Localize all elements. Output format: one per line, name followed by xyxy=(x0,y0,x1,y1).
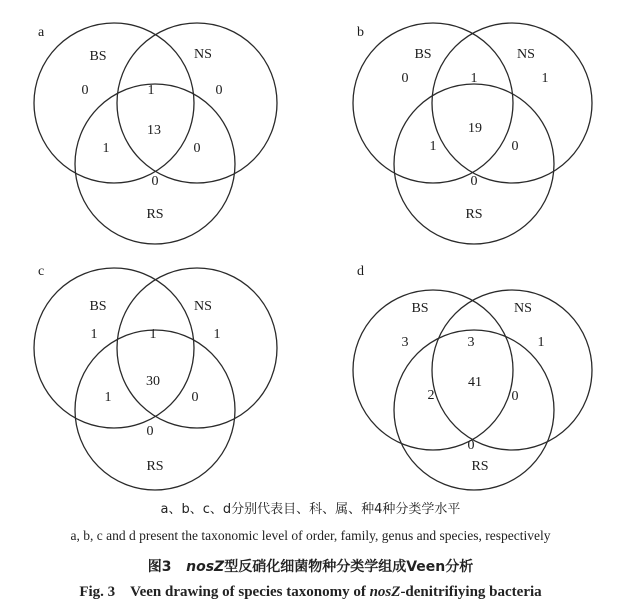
panel-label: d xyxy=(357,264,364,279)
ns-only-count: 1 xyxy=(537,335,545,351)
bs-ns-count: 1 xyxy=(147,83,155,99)
ns-circle xyxy=(432,290,592,450)
bs-set-label: BS xyxy=(89,299,107,315)
gene-name-en: nosZ xyxy=(369,584,401,600)
bs-rs-count: 2 xyxy=(427,388,435,404)
bs-ns-count: 1 xyxy=(149,327,157,343)
gene-name-zh: nosZ xyxy=(186,559,225,575)
bs-rs-count: 1 xyxy=(102,141,110,157)
bs-circle xyxy=(353,290,513,450)
bs-circle xyxy=(34,268,194,428)
bs-ns-count: 1 xyxy=(470,71,478,87)
ns-rs-count: 0 xyxy=(193,141,201,157)
venn-panel-d xyxy=(353,264,592,490)
rs-only-count: 0 xyxy=(151,174,159,190)
caption-note-en: a, b, c and d present the taxonomic level of order, family, genus and species, respectively xyxy=(70,528,551,543)
ns-rs-count: 0 xyxy=(511,389,519,405)
all-sets-count: 30 xyxy=(146,374,160,390)
figure-title-zh-text: 型反硝化细菌物种分类学组成Veen分析 xyxy=(224,559,474,575)
venn-panel-a xyxy=(34,23,277,244)
rs-only-count: 0 xyxy=(470,174,478,190)
rs-set-label: RS xyxy=(146,207,164,223)
rs-set-label: RS xyxy=(471,459,489,475)
rs-set-label: RS xyxy=(146,459,164,475)
ns-set-label: NS xyxy=(514,301,532,317)
figure-title-zh xyxy=(0,556,621,576)
rs-only-count: 0 xyxy=(467,438,475,454)
figure-number-en: Fig. 3 xyxy=(79,584,116,600)
ns-circle xyxy=(429,23,592,183)
bs-only-count: 0 xyxy=(81,83,89,99)
figure-number-zh: 图3 xyxy=(147,559,172,575)
ns-rs-count: 0 xyxy=(511,139,519,155)
rs-only-count: 0 xyxy=(146,424,154,440)
bs-rs-count: 1 xyxy=(104,390,112,406)
panel-label: a xyxy=(38,25,45,40)
ns-only-count: 0 xyxy=(215,83,223,99)
bs-set-label: BS xyxy=(411,301,429,317)
rs-set-label: RS xyxy=(465,207,483,223)
bs-only-count: 0 xyxy=(401,71,409,87)
bs-only-count: 1 xyxy=(90,327,98,343)
ns-set-label: NS xyxy=(194,47,212,63)
panel-label: b xyxy=(357,25,364,40)
bs-set-label: BS xyxy=(89,49,107,65)
ns-set-label: NS xyxy=(517,47,535,63)
bs-circle xyxy=(353,23,513,183)
bs-ns-count: 3 xyxy=(467,335,475,351)
ns-rs-count: 0 xyxy=(191,390,199,406)
venn-panel-c xyxy=(34,264,277,490)
panel-label: c xyxy=(38,264,45,279)
all-sets-count: 13 xyxy=(147,123,161,139)
all-sets-count: 19 xyxy=(468,121,482,137)
ns-only-count: 1 xyxy=(213,327,221,343)
bs-circle xyxy=(34,23,194,183)
figure-title-en-text2: -denitrifiying bacteria xyxy=(400,584,542,600)
ns-set-label: NS xyxy=(194,299,212,315)
bs-set-label: BS xyxy=(414,47,432,63)
figure-title-en-text1: Veen drawing of species taxonomy of xyxy=(130,584,366,600)
bs-rs-count: 1 xyxy=(429,139,437,155)
bs-only-count: 3 xyxy=(401,335,409,351)
caption-note-zh: a、b、c、d分别代表目、科、属、种4种分类学水平 xyxy=(160,502,461,517)
ns-only-count: 1 xyxy=(541,71,549,87)
figure-title-en xyxy=(0,584,621,601)
all-sets-count: 41 xyxy=(468,375,482,391)
venn-panel-b xyxy=(353,23,592,244)
